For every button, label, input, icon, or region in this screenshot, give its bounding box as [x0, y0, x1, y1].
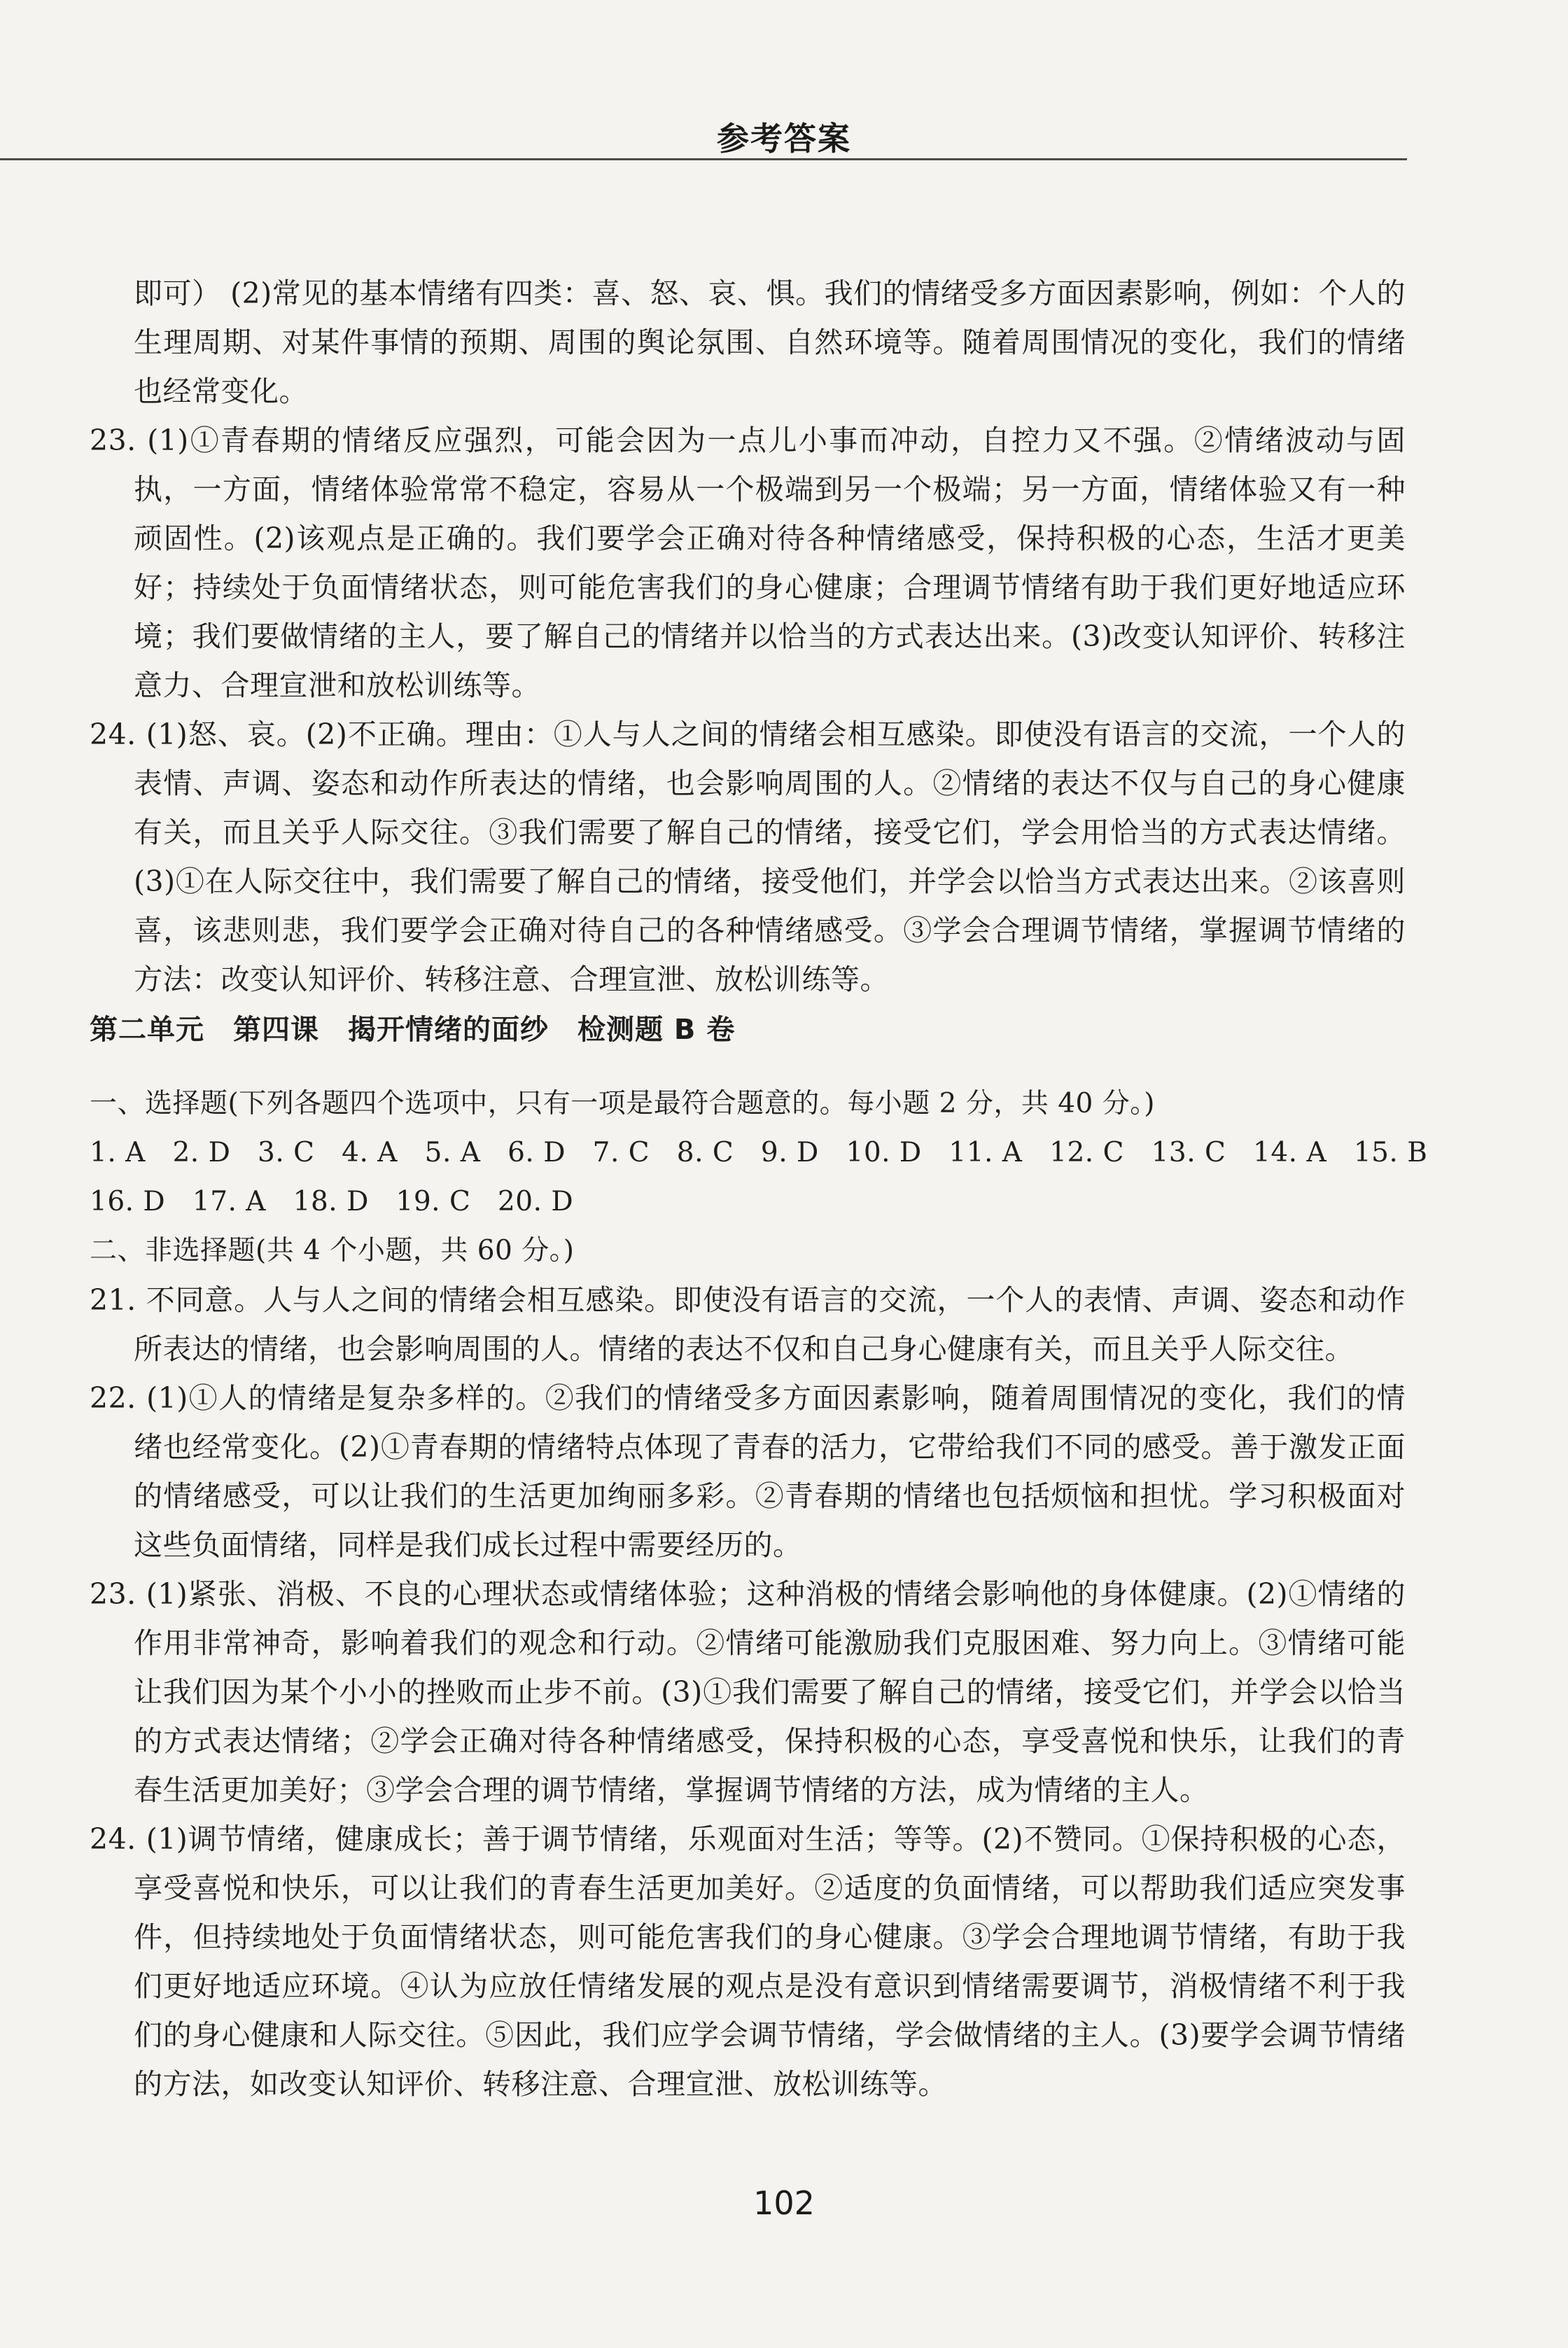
answer-23-a: 23. (1)①青春期的情绪反应强烈，可能会因为一点儿小事而冲动，自控力又不强。②情绪波动与固执，一方面，情绪体验常常不稳定，容易从一个极端到另一个极端；另一方面，情绪体验又有一种顽固性。(2)该观点是正确的。我们要学会正确对待各种情绪感受，保持积极的心态，生活才更美好；持续处于负面情绪状态，则可能危害我们的身心健康；合理调节情绪有助于我们更好地适应环境；我们要做情绪的主人，要了解自己的情绪并以恰当的方式表达出来。(3)改变认知评价、转移注意力、合理宣泄和放松训练等。 — [90, 424, 1406, 702]
page-header-title: 参考答案 — [717, 120, 851, 158]
multiple-choice-heading: 一、选择题(下列各题四个选项中，只有一项是最符合题意的。每小题 2 分，共 40 分。) — [90, 1088, 1155, 1119]
answer-24-a: 24. (1)怒、哀。(2)不正确。理由：①人与人之间的情绪会相互感染。即使没有语言的交流，一个人的表情、声调、姿态和动作所表达的情绪，也会影响周围的人。②情绪的表达不仅与自己的身心健康有关，而且关乎人际交往。③我们需要了解自己的情绪，接受它们，学会用恰当的方式表达情绪。(3)①在人际交往中，我们需要了解自己的情绪，接受他们，并学会以恰当方式表达出来。②该喜则喜，该悲则悲，我们要学会正确对待自己的各种情绪感受。③学会合理调节情绪，掌握调节情绪的方法：改变认知评价、转移注意、合理宣泄、放松训练等。 — [90, 718, 1406, 996]
multiple-choice-answers-row-1: 1. A 2. D 3. C 4. A 5. A 6. D 7. C 8. C 9. D 10. D 11. A 12. C 13. C 14. A 15. B — [90, 1137, 1428, 1168]
continuation-paragraph: 即可） (2)常见的基本情绪有四类：喜、怒、哀、惧。我们的情绪受多方面因素影响，例如：个人的生理周期、对某件事情的预期、周围的舆论氛围、自然环境等。随着周围情况的变化，我们的情绪也经常变化。 — [134, 277, 1406, 408]
non-choice-heading: 二、非选择题(共 4 个小题，共 60 分。) — [90, 1235, 575, 1266]
answer-24-b: 24. (1)调节情绪，健康成长；善于调节情绪，乐观面对生活；等等。(2)不赞同。①保持积极的心态，享受喜悦和快乐，可以让我们的青春生活更加美好。②适度的负面情绪，可以帮助我们适应突发事件，但持续地处于负面情绪状态，则可能危害我们的身心健康。③学会合理地调节情绪，有助于我们更好地适应环境。④认为应放任情绪发展的观点是没有意识到情绪需要调节，消极情绪不利于我们的身心健康和人际交往。⑤因此，我们应学会调节情绪，学会做情绪的主人。(3)要学会调节情绪的方法，如改变认知评价、转移注意、合理宣泄、放松训练等。 — [90, 1822, 1406, 2101]
answer-22-b: 22. (1)①人的情绪是复杂多样的。②我们的情绪受多方面因素影响，随着周围情况的变化，我们的情绪也经常变化。(2)①青春期的情绪特点体现了青春的活力，它带给我们不同的感受。善于激发正面的情绪感受，可以让我们的生活更加绚丽多彩。②青春期的情绪也包括烦恼和担忧。学习积极面对这些负面情绪，同样是我们成长过程中需要经历的。 — [90, 1381, 1406, 1562]
multiple-choice-answers-row-2: 16. D 17. A 18. D 19. C 20. D — [90, 1186, 574, 1217]
answers-section-a — [90, 269, 1406, 1004]
answers-section-b — [90, 1005, 1428, 2109]
page-number: 102 — [753, 2184, 815, 2222]
answer-21-b: 21. 不同意。人与人之间的情绪会相互感染。即使没有语言的交流，一个人的表情、声调、姿态和动作所表达的情绪，也会影响周围的人。情绪的表达不仅和自己身心健康有关，而且关乎人际交往。 — [90, 1283, 1406, 1366]
header-divider — [0, 158, 1407, 160]
answer-23-b: 23. (1)紧张、消极、不良的心理状态或情绪体验；这种消极的情绪会影响他的身体健康。(2)①情绪的作用非常神奇，影响着我们的观念和行动。②情绪可能激励我们克服困难、努力向上。③情绪可能让我们因为某个小小的挫败而止步不前。(3)①我们需要了解自己的情绪，接受它们，并学会以恰当的方式表达情绪；②学会正确对待各种情绪感受，保持积极的心态，享受喜悦和快乐，让我们的青春生活更加美好；③学会合理的调节情绪，掌握调节情绪的方法，成为情绪的主人。 — [90, 1577, 1406, 1807]
section-title: 第二单元 第四课 揭开情绪的面纱 检测题 B 卷 — [90, 1014, 736, 1046]
